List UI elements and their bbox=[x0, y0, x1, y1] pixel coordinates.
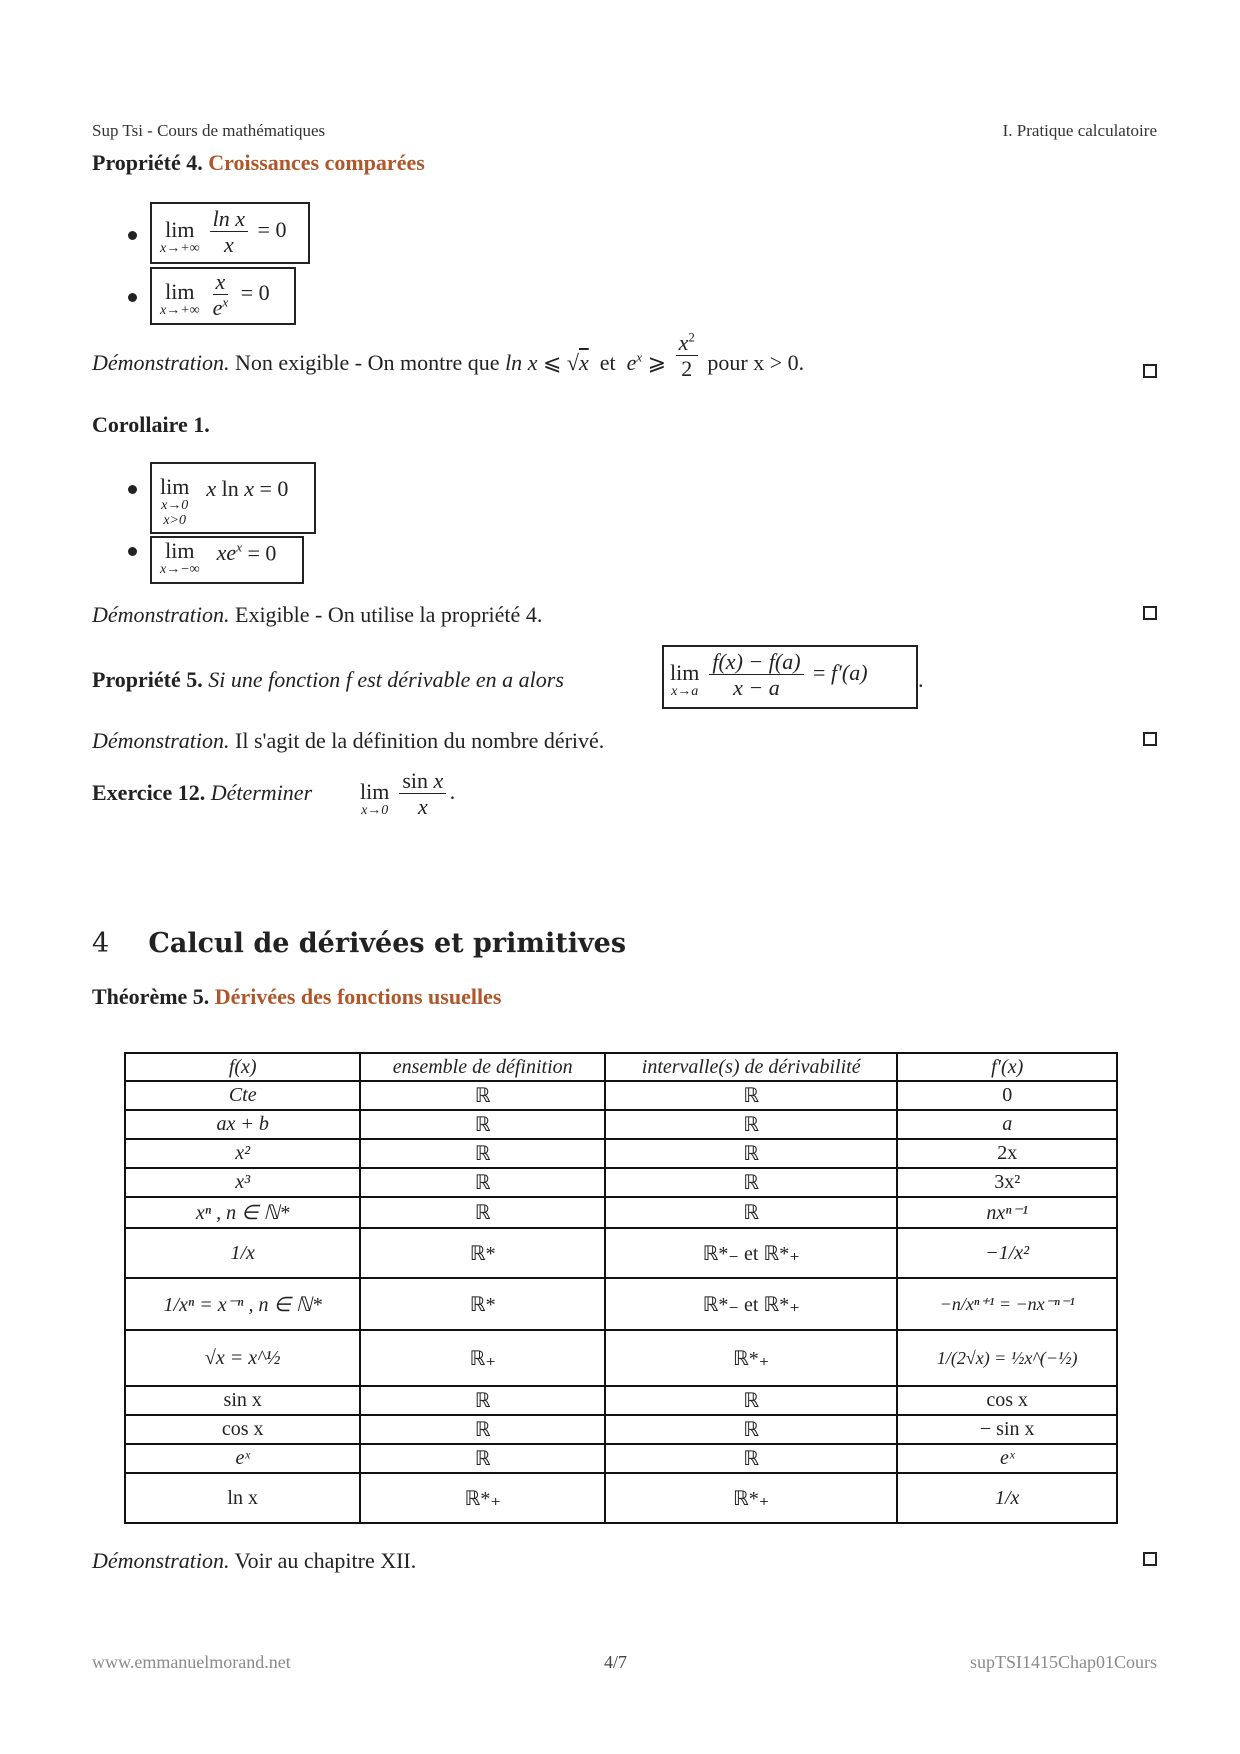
ex12-label: Exercice 12. bbox=[92, 780, 206, 805]
table-cell: −n/xⁿ⁺¹ = −nx⁻ⁿ⁻¹ bbox=[897, 1278, 1117, 1330]
table-cell: ℝ bbox=[605, 1139, 897, 1168]
table-header: intervalle(s) de dérivabilité bbox=[605, 1053, 897, 1081]
table-cell: ℝ* bbox=[360, 1228, 605, 1278]
demo3-label: Démonstration. bbox=[92, 728, 230, 753]
demo2-text: Exigible - On utilise la propriété 4. bbox=[235, 602, 543, 627]
demo4-label: Démonstration. bbox=[92, 1548, 230, 1573]
cor1-formula-2: lim x→−∞ $xe^x = 0$ bbox=[150, 536, 304, 584]
table-cell: eˣ bbox=[125, 1444, 360, 1473]
qed-icon bbox=[1143, 1552, 1157, 1566]
table-cell: ℝ*₊ bbox=[605, 1330, 897, 1386]
demo3-line bbox=[92, 728, 604, 754]
demo1-part1: Non exigible - On montre que bbox=[235, 349, 500, 375]
table-cell: 1/(2√x) = ½x^(−½) bbox=[897, 1330, 1117, 1386]
bullet-icon bbox=[128, 485, 137, 494]
thm5-label: Théorème 5. bbox=[92, 984, 210, 1009]
table-header: f(x) bbox=[125, 1053, 360, 1081]
derivatives-table bbox=[124, 1052, 1118, 1524]
table-cell: ℝ bbox=[360, 1110, 605, 1139]
table-cell: xⁿ , n ∈ ℕ* bbox=[125, 1197, 360, 1228]
section-title: Calcul de dérivées et primitives bbox=[148, 928, 627, 959]
table-cell: ℝ*₊ bbox=[605, 1473, 897, 1523]
header-left: Sup Tsi - Cours de mathématiques bbox=[92, 121, 326, 140]
table-cell: cos x bbox=[125, 1415, 360, 1444]
prop4-label: Propriété 4. bbox=[92, 150, 203, 175]
demo1-part3: pour x > 0. bbox=[707, 349, 805, 375]
bullet-icon bbox=[128, 231, 137, 240]
table-cell: ℝ bbox=[605, 1081, 897, 1110]
table-header: ensemble de définition bbox=[360, 1053, 605, 1081]
table-row bbox=[125, 1473, 1117, 1523]
header-right: I. Pratique calculatoire bbox=[1002, 121, 1157, 140]
demo4-line bbox=[92, 1548, 416, 1574]
bullet-icon bbox=[128, 547, 137, 556]
ex12-line bbox=[92, 780, 312, 806]
table-row bbox=[125, 1197, 1117, 1228]
table-cell: √x = x^½ bbox=[125, 1330, 360, 1386]
cor1-formula-1: lim x→0 x>0 x ln x = 0 bbox=[150, 462, 316, 534]
footer-right: supTSI1415Chap01Cours bbox=[969, 1652, 1157, 1672]
table-cell: ℝ bbox=[360, 1081, 605, 1110]
prop4-formula-1: lim x→+∞ $\frac{\text{ln x}}{x}$ = 0 bbox=[150, 202, 310, 264]
table-cell: ℝ*₋ et ℝ*₊ bbox=[605, 1228, 897, 1278]
table-cell: 2x bbox=[897, 1139, 1117, 1168]
table-cell: ℝ bbox=[605, 1444, 897, 1473]
prop5-label: Propriété 5. bbox=[92, 667, 203, 692]
table-header-row bbox=[125, 1053, 1117, 1081]
table-cell: ℝ bbox=[360, 1139, 605, 1168]
table-row bbox=[125, 1168, 1117, 1197]
table-cell: a bbox=[897, 1110, 1117, 1139]
prop4-formula-2: lim x→+∞ $\frac{x}{e^x}$ = 0 bbox=[150, 267, 296, 325]
table-row bbox=[125, 1444, 1117, 1473]
footer-left: www.emmanuelmorand.net bbox=[92, 1652, 291, 1672]
section-number: 4 bbox=[92, 928, 110, 959]
cor1-label: Corollaire 1. bbox=[92, 412, 210, 437]
table-cell: eˣ bbox=[897, 1444, 1117, 1473]
table-cell: 1/x bbox=[897, 1473, 1117, 1523]
table-cell: ℝ* bbox=[360, 1278, 605, 1330]
table-cell: sin x bbox=[125, 1386, 360, 1415]
demo1-line: Démonstration. Non exigible - On montre que ln x ⩽ √x et $e^x$ ⩾ $\frac{x^2}{2}$ pour x > 0. bbox=[92, 329, 805, 382]
prop5-text: Si une fonction f est dérivable en a alors bbox=[208, 667, 564, 692]
prop4-heading bbox=[92, 150, 425, 176]
table-cell: Cte bbox=[125, 1081, 360, 1110]
table-cell: ℝ bbox=[605, 1168, 897, 1197]
table-cell: 1/xⁿ = x⁻ⁿ , n ∈ ℕ* bbox=[125, 1278, 360, 1330]
table-cell: nxⁿ⁻¹ bbox=[897, 1197, 1117, 1228]
footer-page: 4/7 bbox=[604, 1652, 628, 1672]
table-cell: ℝ*₊ bbox=[360, 1473, 605, 1523]
table-cell: 1/x bbox=[125, 1228, 360, 1278]
bullet-icon bbox=[128, 293, 137, 302]
demo3-text: Il s'agit de la définition du nombre dérivé. bbox=[235, 728, 605, 753]
qed-icon bbox=[1143, 606, 1157, 620]
prop4-title: Croissances comparées bbox=[208, 150, 425, 175]
qed-icon bbox=[1143, 364, 1157, 378]
section-heading bbox=[92, 928, 626, 959]
table-cell: ℝ bbox=[360, 1415, 605, 1444]
table-cell: ln x bbox=[125, 1473, 360, 1523]
demo4-text: Voir au chapitre XII. bbox=[234, 1548, 417, 1573]
demo2-label: Démonstration. bbox=[92, 602, 230, 627]
table-cell: ℝ bbox=[360, 1444, 605, 1473]
prop5-line bbox=[92, 667, 564, 693]
demo1-part2: et bbox=[599, 349, 616, 375]
table-cell: ℝ bbox=[360, 1168, 605, 1197]
table-cell: ℝ bbox=[605, 1415, 897, 1444]
thm5-heading bbox=[92, 984, 501, 1010]
table-cell: ℝ₊ bbox=[360, 1330, 605, 1386]
ex12-formula: lim x→0 $\frac{\text{sin x}}{x}$ . bbox=[360, 768, 456, 820]
table-cell: 0 bbox=[897, 1081, 1117, 1110]
ex12-text: Déterminer bbox=[210, 780, 313, 805]
table-cell: − sin x bbox=[897, 1415, 1117, 1444]
table-row bbox=[125, 1110, 1117, 1139]
table-row bbox=[125, 1228, 1117, 1278]
table-cell: cos x bbox=[897, 1386, 1117, 1415]
demo1-label: Démonstration. bbox=[92, 349, 230, 375]
table-cell: ℝ bbox=[360, 1386, 605, 1415]
table-cell: x² bbox=[125, 1139, 360, 1168]
qed-icon bbox=[1143, 732, 1157, 746]
table-row bbox=[125, 1415, 1117, 1444]
table-header: f′(x) bbox=[897, 1053, 1117, 1081]
table-cell: x³ bbox=[125, 1168, 360, 1197]
prop5-formula: lim x→a $\frac{f(x) - f(a)}{x - a}$ = f′(a) bbox=[662, 645, 918, 709]
table-row bbox=[125, 1386, 1117, 1415]
table-row bbox=[125, 1081, 1117, 1110]
table-cell: ℝ bbox=[360, 1197, 605, 1228]
table-cell: ℝ*₋ et ℝ*₊ bbox=[605, 1278, 897, 1330]
table-cell: ℝ bbox=[605, 1110, 897, 1139]
table-cell: ℝ bbox=[605, 1386, 897, 1415]
table-row bbox=[125, 1330, 1117, 1386]
table-row bbox=[125, 1139, 1117, 1168]
table-cell: 3x² bbox=[897, 1168, 1117, 1197]
table-cell: ax + b bbox=[125, 1110, 360, 1139]
thm5-title: Dérivées des fonctions usuelles bbox=[214, 984, 502, 1009]
table-cell: −1/x² bbox=[897, 1228, 1117, 1278]
table-row bbox=[125, 1278, 1117, 1330]
demo2-line bbox=[92, 602, 542, 628]
table-cell: ℝ bbox=[605, 1197, 897, 1228]
